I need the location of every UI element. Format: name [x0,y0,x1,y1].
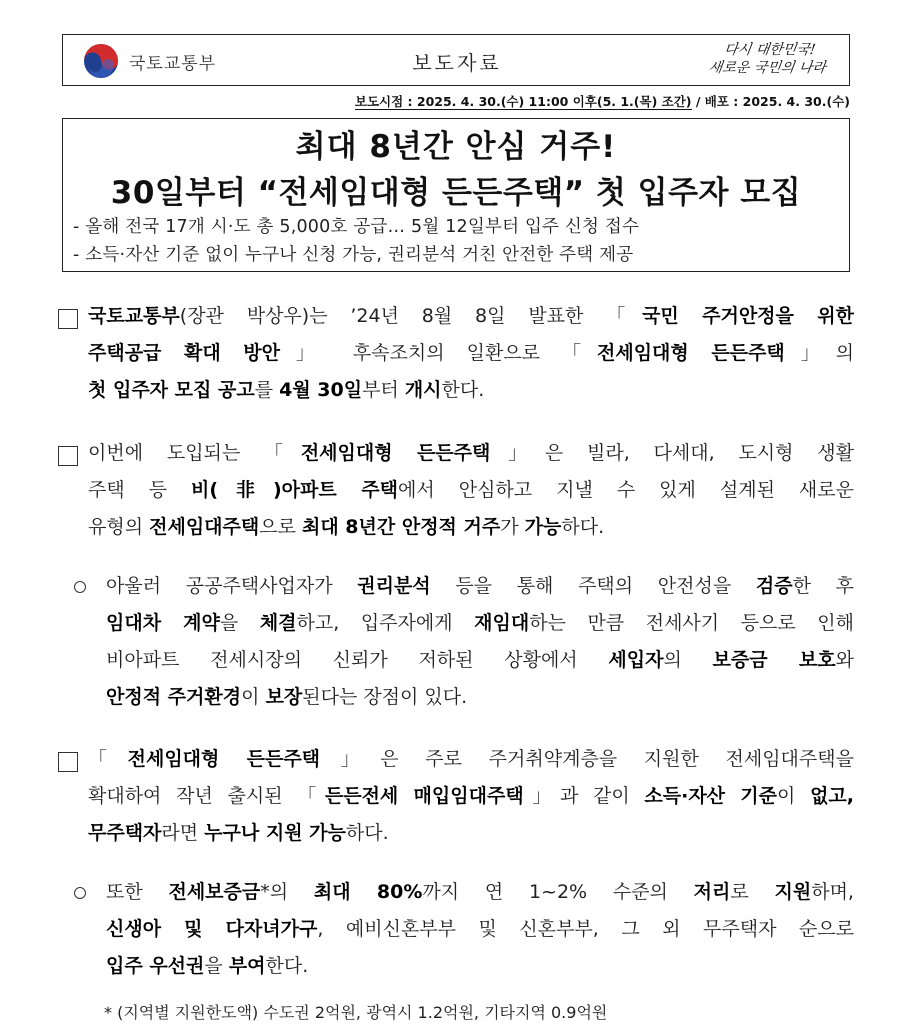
emphasis-text: 비(非)아파트 주택 [191,479,399,501]
emphasis-text: 최대 80% [313,881,423,903]
body-text: 이 [777,785,811,807]
emphasis-text: 무주택자 [88,822,162,844]
distribution-date: / 배포 : 2025. 4. 30.(수) [691,94,850,109]
emphasis-text: 없고, [810,785,854,807]
body-text: 한다. [441,379,485,401]
body-text: , 예비신혼부부 및 신혼부부, 그 외 무주택자 순으로 [317,918,855,940]
title-box [62,118,850,272]
footnote: * (지역별 지원한도액) 수도권 2억원, 광역시 1.2억원, 기타지역 0.9억원 [104,1003,608,1022]
paragraph-4 [88,741,854,852]
emphasis-text: 가능 [524,516,562,538]
emphasis-text: 첫 입주자 모집 공고 [88,379,255,401]
emphasis-text: 세입자 [608,649,664,671]
emphasis-text: 4월 30일 [279,379,363,401]
p2-line-3 [88,509,854,546]
body-text: 을 [219,612,260,634]
body-text: 비아파트 전세시장의 신뢰가 저하된 상황에서 [106,649,609,671]
subheadline-2: - 소득·자산 기준 없이 누구나 신청 가능, 권리분석 거친 안전한 주택 제공 [73,245,634,265]
slogan-logo [707,41,829,77]
p3-line-1 [106,568,854,605]
p3-line-4 [106,679,854,716]
body-text: 를 [254,379,280,401]
p5-line-1 [106,874,854,911]
emphasis-text: 권리분석 [357,575,431,597]
body-text: 을 [204,955,229,977]
ministry-name: 국토교통부 [129,54,217,74]
p3-line-3 [106,642,854,679]
body-text: 」은 주로 주거취약계층을 지원한 전세임대주택을 [320,748,854,770]
body-text: 확대하여 작년 출시된 「 [88,785,325,807]
body-text: 」의 [784,342,855,364]
emphasis-text: 저리 [693,881,731,903]
body-text: 유형의 [88,516,150,538]
square-bullet-icon [58,752,78,772]
release-info [0,92,850,110]
body-text: 하다. [345,822,389,844]
p5-line-2 [106,911,854,948]
body-text: 「 [88,748,128,770]
emphasis-text: 임대차 계약 [106,612,220,634]
emphasis-text: 재임대 [474,612,530,634]
p3-line-2 [106,605,854,642]
p2-line-2 [88,472,854,509]
p4-line-1 [88,741,854,778]
emphasis-text: 개시 [404,379,442,401]
emphasis-text: 신생아 및 다자녀가구 [106,918,318,940]
body-text: 하다. [561,516,605,538]
emphasis-text: 든든전세 매입임대주택 [324,785,524,807]
body-text: 까지 연 1~2% 수준의 [422,881,694,903]
body-text: 」 후속조치의 일환으로 「 [279,342,597,364]
circle-bullet-icon [74,581,86,593]
body-text: 와 [835,649,854,671]
body-text: *의 [260,881,314,903]
p1-line-1 [88,298,854,335]
body-text: (장관 박상우)는 ’24년 8월 8일 발표한 「 [179,305,642,327]
subheadline-1: - 올해 전국 17개 시·도 총 5,000호 공급… 5월 12일부터 입주 신청 접수 [73,217,640,237]
body-text: 가 [500,516,525,538]
p4-line-3 [88,815,854,852]
circle-bullet-icon [74,887,86,899]
emphasis-text: 국민 주거안정을 위한 [642,305,854,327]
body-text: 에서 안심하고 지낼 수 있게 설계된 새로운 [398,479,854,501]
body-text: 부터 [362,379,405,401]
body-text: 의 [663,649,713,671]
paragraph-2 [88,435,854,546]
emphasis-text: 누구나 지원 가능 [204,822,346,844]
body-text: 이 [241,686,266,708]
body-text: 또한 [106,881,169,903]
emphasis-text: 전세임대형 든든주택 [127,748,321,770]
emphasis-text: 최대 8년간 안정적 거주 [301,516,501,538]
p5-line-3 [106,948,854,985]
body-text: 아울러 공공주택사업자가 [106,575,358,597]
p4-line-2 [88,778,854,815]
emphasis-text: 검증 [755,575,793,597]
emphasis-text: 주택공급 확대 방안 [88,342,280,364]
embargo-time: 보도시점 : 2025. 4. 30.(수) 11:00 이후(5. 1.(목) 조간) [354,94,692,109]
square-bullet-icon [58,309,78,329]
p1-line-2 [88,335,854,372]
slogan-line-1: 다시 대한민국! [722,42,817,58]
emphasis-text: 보장 [265,686,303,708]
paragraph-3 [106,568,854,716]
body-text: 하고, 입주자에게 [296,612,475,634]
emphasis-text: 소득·자산 기준 [644,785,778,807]
emphasis-text: 지원 [774,881,812,903]
body-text: 하며, [811,881,854,903]
emphasis-text: 부여 [228,955,266,977]
emphasis-text: 전세보증금 [168,881,261,903]
emphasis-text: 전세임대형 든든주택 [596,342,785,364]
body-text: 으로 [259,516,302,538]
emphasis-text: 보증금 보호 [712,649,836,671]
emphasis-text: 안정적 주거환경 [106,686,242,708]
body-text: 」과 같이 [523,785,645,807]
paragraph-5 [106,874,854,985]
body-text: 한 후 [792,575,855,597]
body-text: 하는 만큼 전세사기 등으로 인해 [529,612,854,634]
emphasis-text: 전세임대주택 [149,516,260,538]
headline-1: 최대 8년간 안심 거주! [295,129,617,165]
body-text: 」은 빌라, 다세대, 도시형 생활 [490,442,854,464]
p1-line-3 [88,372,854,409]
slogan-line-2: 새로운 국민의 나라 [707,60,827,76]
emphasis-text: 체결 [259,612,297,634]
paragraph-1 [88,298,854,409]
press-release-label: 보도자료 [412,51,502,75]
square-bullet-icon [58,446,78,466]
p2-line-1 [88,435,854,472]
body-text: 된다는 장점이 있다. [302,686,468,708]
emphasis-text: 전세임대형 든든주택 [300,442,491,464]
body-text: 등을 통해 주택의 안전성을 [430,575,756,597]
body-text: 로 [730,881,775,903]
emphasis-text: 입주 우선권 [106,955,205,977]
body-text: 주택 등 [88,479,192,501]
emphasis-text: 국토교통부 [88,305,180,327]
body-text: 한다. [265,955,309,977]
body-text: 라면 [161,822,205,844]
press-header [62,34,850,86]
headline-2: 30일부터 “전세임대형 든든주택” 첫 입주자 모집 [110,175,802,211]
body-text: 이번에 도입되는 「 [88,442,301,464]
